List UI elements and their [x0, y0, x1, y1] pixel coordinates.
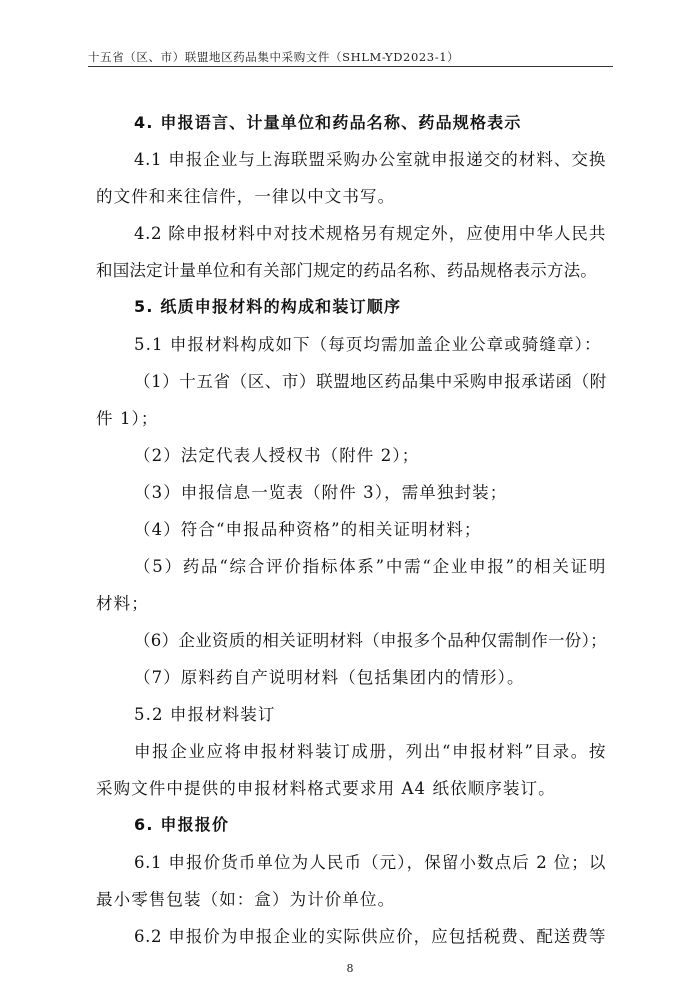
para-5-1-intro: 5.1 申报材料构成如下（每页均需加盖企业公章或骑缝章）：: [134, 335, 602, 354]
list-item-3: （3）申报信息一览表（附件 3），需单独封装；: [134, 483, 508, 502]
list-item-4: （4）符合“申报品种资格”的相关证明材料；: [134, 520, 482, 539]
list-item-2: （2）法定代表人授权书（附件 2）；: [134, 446, 420, 465]
para-4-1-line-2: 的文件和来往信件，一律以中文书写。: [96, 187, 396, 206]
para-4-2-line-2: 和国法定计量单位和有关部门规定的药品名称、药品规格表示方法。: [96, 261, 597, 280]
list-item-7: （7）原料药自产说明材料（包括集团内的情形）。: [134, 668, 525, 687]
list-item-5-line-1: （5）药品“综合评价指标体系”中需“企业申报”的相关证明: [134, 557, 606, 576]
running-header: 十五省（区、市）联盟地区药品集中采购文件（SHLM-YD2023-1）: [88, 50, 460, 64]
list-item-1-line-1: （1）十五省（区、市）联盟地区药品集中采购申报承诺函（附: [134, 372, 607, 391]
para-4-1-line-1: 4.1 申报企业与上海联盟采购办公室就申报递交的材料、交换: [134, 150, 606, 169]
subsection-5-2-title: 5.2 申报材料装订: [134, 705, 276, 724]
para-6-1-line-1: 6.1 申报价货币单位为人民币（元），保留小数点后 2 位；以: [134, 853, 606, 872]
header-rule: [88, 66, 613, 67]
page-number: 8: [346, 962, 354, 975]
para-6-2-line-1: 6.2 申报价为申报企业的实际供应价，应包括税费、配送费等: [134, 927, 606, 946]
section-6-heading: 6. 申报报价: [134, 815, 230, 834]
section-4-heading: 4. 申报语言、计量单位和药品名称、药品规格表示: [134, 113, 522, 132]
para-4-2-line-1: 4.2 除申报材料中对技术规格另有规定外，应使用中华人民共: [134, 224, 606, 243]
para-6-1-line-2: 最小零售包装（如：盒）为计价单位。: [96, 890, 396, 909]
list-item-1-line-2: 件 1）；: [96, 409, 159, 428]
list-item-6: （6）企业资质的相关证明材料（申报多个品种仅需制作一份）；: [134, 631, 607, 650]
para-5-2-line-2: 采购文件中提供的申报材料格式要求用 A4 纸依顺序装订。: [96, 779, 556, 798]
para-5-2-line-1: 申报企业应将申报材料装订成册，列出“申报材料”目录。按: [134, 742, 606, 761]
list-item-5-line-2: 材料；: [96, 594, 149, 613]
section-5-heading: 5. 纸质申报材料的构成和装订顺序: [134, 297, 402, 316]
